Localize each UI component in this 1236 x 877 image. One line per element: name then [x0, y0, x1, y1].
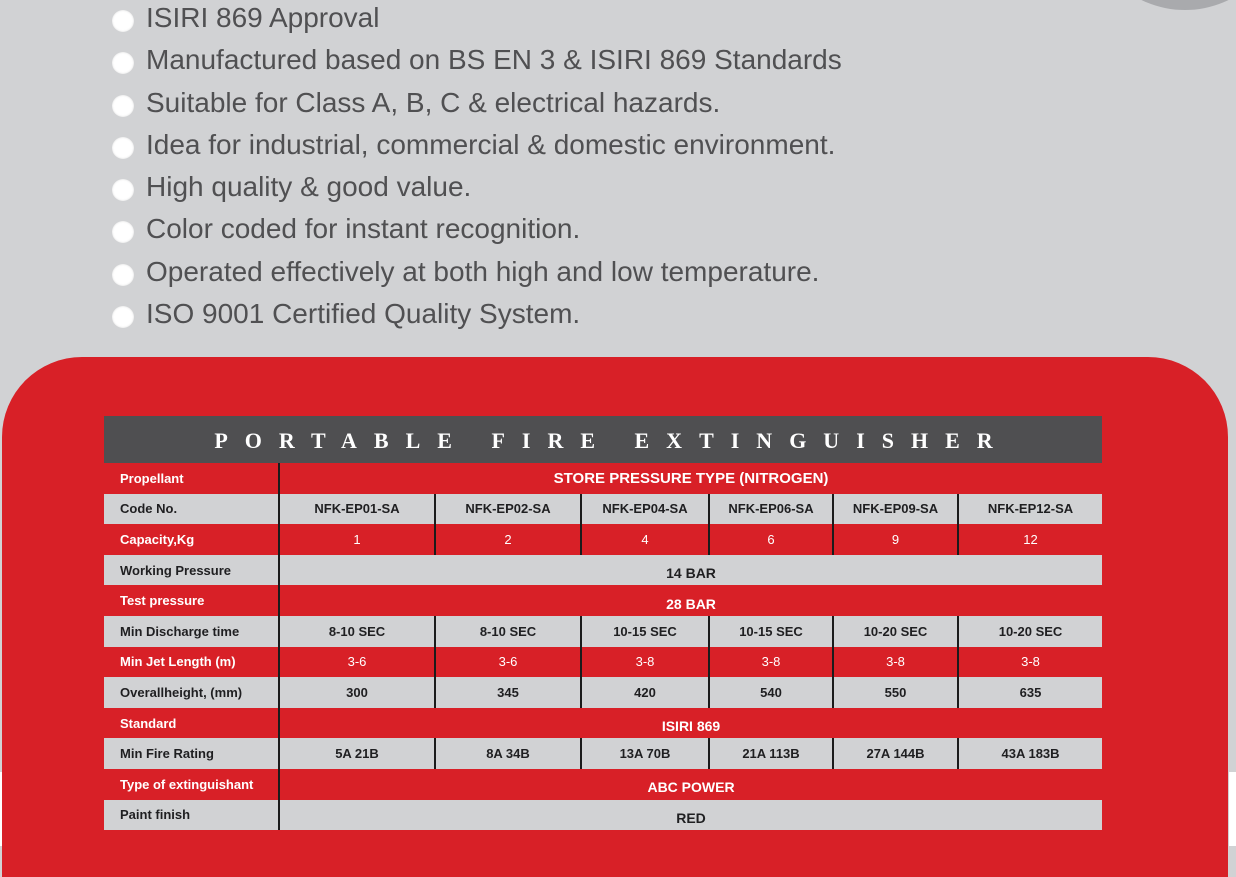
- decorative-circle: [1085, 0, 1236, 10]
- row-label: Standard: [104, 708, 279, 739]
- table-cell: NFK-EP12-SA: [958, 494, 1102, 525]
- table-cell: 3-6: [435, 647, 581, 678]
- bullet-icon: [112, 137, 134, 159]
- spec-table: [104, 416, 1102, 830]
- table-cell: 12: [958, 524, 1102, 555]
- feature-item: Manufactured based on BS EN 3 & ISIRI 869 Standards: [110, 42, 842, 84]
- table-row: [104, 463, 1102, 494]
- table-row: [104, 585, 1102, 616]
- bullet-icon: [112, 306, 134, 328]
- edge-strip-right: [1229, 772, 1236, 846]
- table-cell: 3-8: [709, 647, 833, 678]
- table-cell: 550: [833, 677, 958, 708]
- row-label: Code No.: [104, 494, 279, 525]
- table-cell: 43A 183B: [958, 738, 1102, 769]
- table-cell: NFK-EP02-SA: [435, 494, 581, 525]
- table-row: [104, 555, 1102, 586]
- edge-strip-left: [0, 772, 2, 846]
- table-cell: 540: [709, 677, 833, 708]
- test-pressure-value: 28 BAR: [279, 585, 1102, 616]
- propellant-value: STORE PRESSURE TYPE (NITROGEN): [279, 463, 1102, 494]
- row-label: Min Discharge time: [104, 616, 279, 647]
- table-row: [104, 524, 1102, 555]
- table-cell: 3-6: [279, 647, 435, 678]
- table-cell: NFK-EP01-SA: [279, 494, 435, 525]
- row-label: Paint finish: [104, 800, 279, 831]
- table-cell: 1: [279, 524, 435, 555]
- bullet-icon: [112, 221, 134, 243]
- standard-value: ISIRI 869: [279, 708, 1102, 739]
- table-cell: 3-8: [833, 647, 958, 678]
- row-label: Working Pressure: [104, 555, 279, 586]
- table-cell: 21A 113B: [709, 738, 833, 769]
- table-cell: 3-8: [581, 647, 709, 678]
- table-cell: 8A 34B: [435, 738, 581, 769]
- table-cell: 2: [435, 524, 581, 555]
- feature-item: Suitable for Class A, B, C & electrical hazards.: [110, 85, 842, 127]
- table-title: PORTABLE FIRE EXTINGUISHER: [104, 416, 1102, 463]
- bullet-icon: [112, 52, 134, 74]
- table-cell: 8-10 SEC: [279, 616, 435, 647]
- feature-list: [110, 0, 842, 338]
- extinguishant-value: ABC POWER: [279, 769, 1102, 800]
- table-cell: 635: [958, 677, 1102, 708]
- table-cell: 10-20 SEC: [833, 616, 958, 647]
- feature-item: Idea for industrial, commercial & domestic environment.: [110, 127, 842, 169]
- feature-item: Operated effectively at both high and low temperature.: [110, 254, 842, 296]
- table-row: [104, 677, 1102, 708]
- row-label: Type of extinguishant: [104, 769, 279, 800]
- row-label: Test pressure: [104, 585, 279, 616]
- table-row: [104, 708, 1102, 739]
- table-cell: NFK-EP06-SA: [709, 494, 833, 525]
- feature-item: ISIRI 869 Approval: [110, 0, 842, 42]
- row-label: Min Fire Rating: [104, 738, 279, 769]
- table-cell: 300: [279, 677, 435, 708]
- table-cell: 10-15 SEC: [581, 616, 709, 647]
- feature-item: High quality & good value.: [110, 169, 842, 211]
- row-label: Capacity,Kg: [104, 524, 279, 555]
- table-row: [104, 769, 1102, 800]
- table-cell: 420: [581, 677, 709, 708]
- table-row: [104, 494, 1102, 525]
- table-cell: 4: [581, 524, 709, 555]
- table-row: [104, 800, 1102, 831]
- table-cell: 9: [833, 524, 958, 555]
- row-label: Overallheight, (mm): [104, 677, 279, 708]
- bullet-icon: [112, 179, 134, 201]
- table-cell: 10-20 SEC: [958, 616, 1102, 647]
- table-cell: 27A 144B: [833, 738, 958, 769]
- row-label: Propellant: [104, 463, 279, 494]
- bullet-icon: [112, 264, 134, 286]
- table-cell: 13A 70B: [581, 738, 709, 769]
- table-cell: 3-8: [958, 647, 1102, 678]
- working-pressure-value: 14 BAR: [279, 555, 1102, 586]
- table-cell: NFK-EP09-SA: [833, 494, 958, 525]
- table-cell: 5A 21B: [279, 738, 435, 769]
- table-cell: 6: [709, 524, 833, 555]
- bullet-icon: [112, 10, 134, 32]
- paint-value: RED: [279, 800, 1102, 831]
- table-row: [104, 738, 1102, 769]
- table-row: [104, 616, 1102, 647]
- feature-item: ISO 9001 Certified Quality System.: [110, 296, 842, 338]
- row-label: Min Jet Length (m): [104, 647, 279, 678]
- table-cell: 8-10 SEC: [435, 616, 581, 647]
- table-cell: NFK-EP04-SA: [581, 494, 709, 525]
- table-cell: 10-15 SEC: [709, 616, 833, 647]
- feature-item: Color coded for instant recognition.: [110, 211, 842, 253]
- table-row: [104, 647, 1102, 678]
- table-cell: 345: [435, 677, 581, 708]
- bullet-icon: [112, 95, 134, 117]
